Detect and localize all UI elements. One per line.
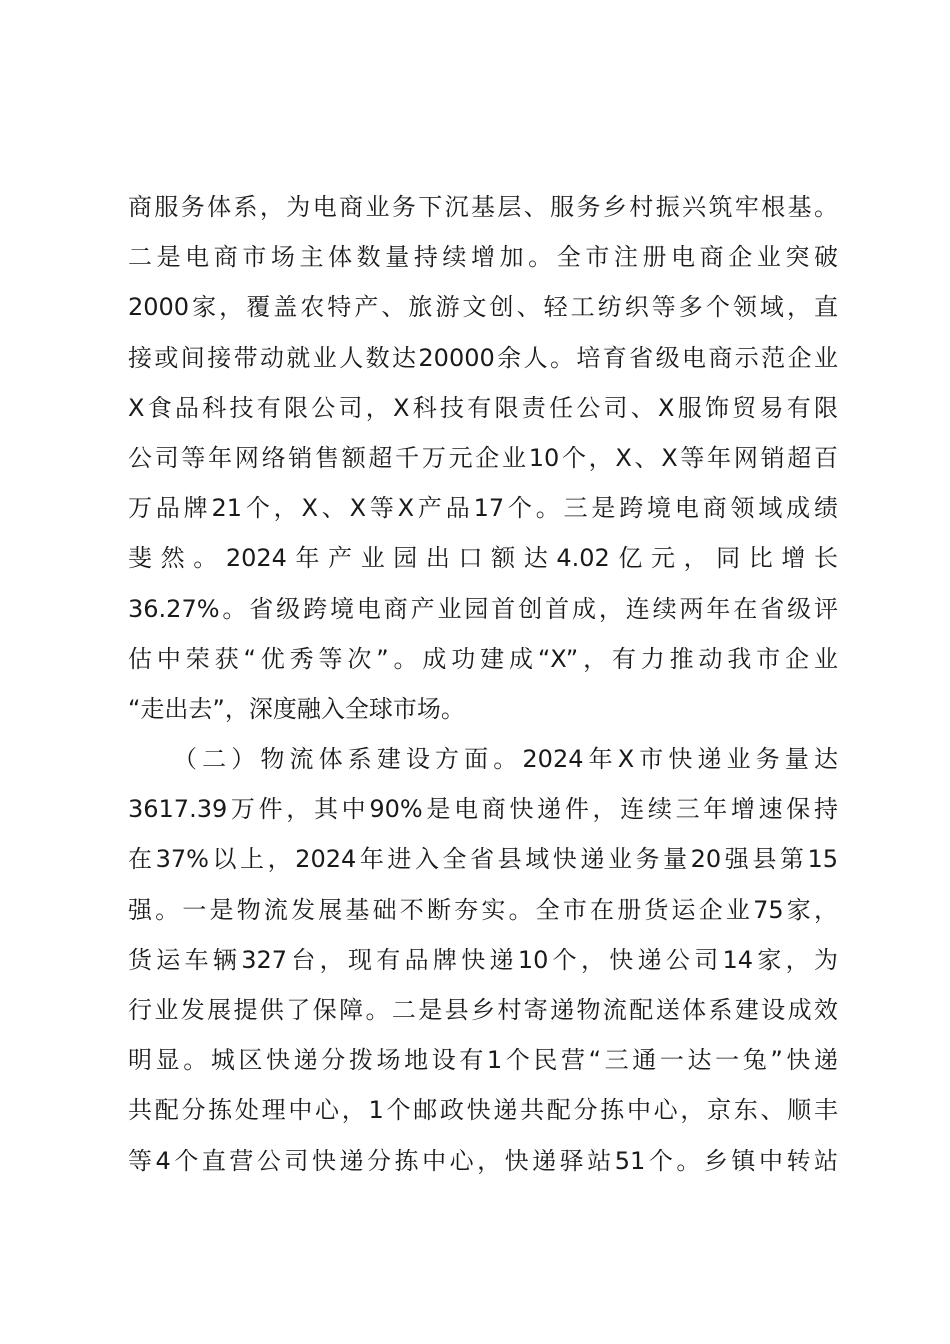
- text-line: 3617.39万件，其中90%是电商快递件，连续三年增速保持: [128, 795, 838, 824]
- body-text: [128, 182, 838, 1186]
- text-line: 强。一是物流发展基础不断夯实。全市在册货运企业75家，: [128, 895, 838, 924]
- text-line: 二是电商市场主体数量持续增加。全市注册电商企业突破: [128, 243, 838, 272]
- text-line: 在37%以上，2024年进入全省县域快递业务量20强县第15: [128, 845, 838, 874]
- text-line: 接或间接带动就业人数达20000余人。培育省级电商示范企业: [128, 343, 838, 372]
- text-line: 估中荣获“优秀等次”。成功建成“X”，有力推动我市企业: [128, 644, 838, 673]
- text-line: X食品科技有限公司，X科技有限责任公司、X服饰贸易有限: [128, 393, 838, 422]
- text-line: 明显。城区快递分拨场地设有1个民营“三通一达一兔”快递: [128, 1046, 838, 1075]
- text-line: 公司等年网络销售额超千万元企业10个，X、X等年网销超百: [128, 443, 838, 472]
- text-line: 36.27%。省级跨境电商产业园首创首成，连续两年在省级评: [128, 594, 838, 623]
- text-line: 斐然。2024年产业园出口额达4.02亿元，同比增长: [128, 544, 838, 573]
- text-line: 万品牌21个，X、X等X产品17个。三是跨境电商领域成绩: [128, 494, 838, 523]
- text-line: 等4个直营公司快递分拣中心，快递驿站51个。乡镇中转站: [128, 1146, 838, 1175]
- text-line-paragraph-end: “走出去”，深度融入全球市场。: [128, 694, 465, 723]
- section-heading-line: （二）物流体系建设方面。2024年X市快递业务量达: [173, 745, 838, 774]
- text-line: 商服务体系，为电商业务下沉基层、服务乡村振兴筑牢根基。: [128, 193, 838, 221]
- text-line: 2000家，覆盖农特产、旅游文创、轻工纺织等多个领域，直: [128, 293, 838, 322]
- text-line: 行业发展提供了保障。二是县乡村寄递物流配送体系建设成效: [128, 996, 838, 1024]
- text-line: 货运车辆327台，现有品牌快递10个，快递公司14家，为: [128, 945, 838, 974]
- text-line: 共配分拣处理中心，1个邮政快递共配分拣中心，京东、顺丰: [128, 1096, 838, 1125]
